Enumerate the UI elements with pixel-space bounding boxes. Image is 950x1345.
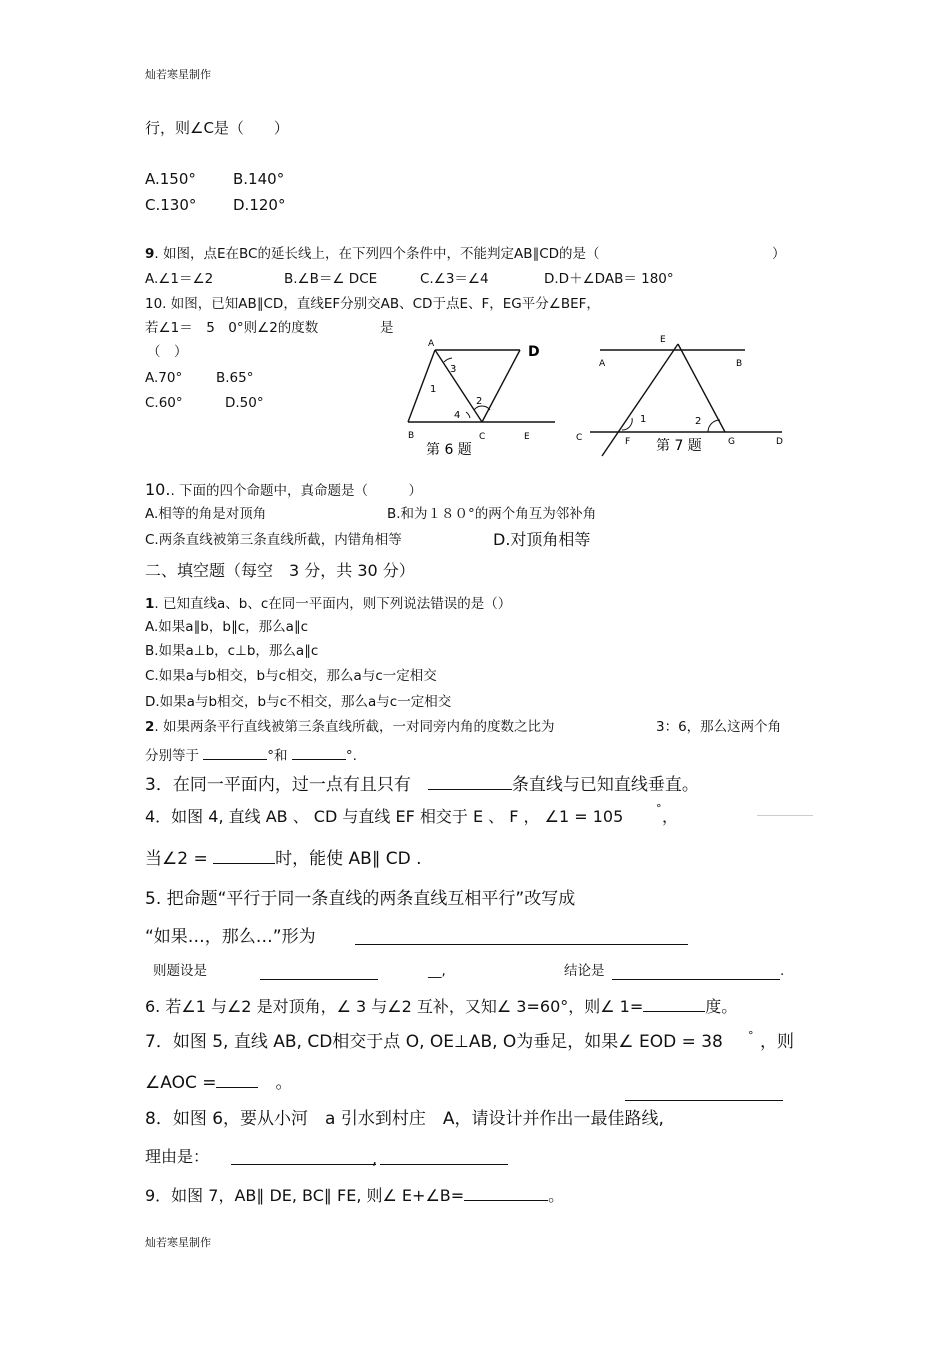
f8-line1: 8．如图 6，要从小河 a 引水到村庄 A，请设计并作出一最佳路线, [145,1109,664,1129]
f5-line2: “如果…，那么…”形为 [145,927,316,947]
f2-answer-blank-2[interactable] [292,745,346,760]
f5-conclusion-label: 结论是 [564,963,605,979]
f1-stem-text: . 已知直线a、b、c在同一平面内，则下列说法错误的是（） [154,596,512,612]
f1-option-d: D.如果a与b相交，b与c不相交，那么a与c一定相交 [145,694,452,710]
f8-reason-blank-1[interactable] [231,1164,376,1165]
f5-hypothesis-label: 则题设是 [153,963,207,979]
q9-stem [145,248,600,262]
q10b-stem [145,482,422,499]
fig7-label-b: B [736,359,743,369]
fig6-angle-2: 2 [476,396,483,407]
fig6-caption: 第 6 题 [426,442,472,458]
f8-reason-label: 理由是： [145,1147,210,1166]
f7-line2-end: 。 [275,1073,293,1093]
q9-number: 9 [145,246,155,262]
q8-option-b: B.140° [233,170,285,188]
f4-line2 [145,849,422,868]
f1-number: 1 [145,596,155,612]
q10-paren: （ ） [147,344,188,360]
f9-answer-blank[interactable] [464,1186,548,1201]
f7-line2 [145,1073,292,1092]
f1-option-b: B.如果a⊥b，c⊥b，那么a∥c [145,643,319,659]
fig7-label-g: G [728,437,735,447]
f3-text: 3．在同一平面内，过一点有且只有 [145,775,411,795]
f4-comma: ， [662,807,679,826]
q9-close-paren: ） [772,246,786,262]
q10b-number: 10. [145,480,171,499]
fig7-label-e: E [660,335,666,345]
fig6-angle-4: 4 [454,410,461,421]
page-header: 灿若寒星制作 [145,68,211,81]
q8-option-d: D.120° [233,196,286,214]
q10b-option-c: C.两条直线被第三条直线所截，内错角相等 [145,532,402,548]
q10b-option-d: D.对顶角相等 [493,530,591,549]
fig6-angle-1: 1 [430,384,437,395]
q10b-option-a: A.相等的角是对顶角 [145,506,267,522]
f2-line1-ratio: 3：6，那么这两个角 [656,719,782,735]
figure-7-diagram [570,330,790,460]
f6-line [145,997,737,1015]
f5-line1: 5. 把命题“平行于同一条直线的两条直线互相平行”改写成 [145,889,576,909]
q10b-option-b: B.和为１８０°的两个角互为邻补角 [387,506,597,522]
f8-reason-blank-2[interactable] [380,1164,508,1165]
f3-line [145,775,699,794]
fig6-label-e: E [524,432,530,442]
f5-period: . [780,963,785,979]
fig6-label-c: C [479,432,486,442]
fig6-label-a: A [428,339,435,349]
q10-option-b: B.65° [216,370,254,386]
f2-line1 [145,721,555,735]
f9-text: 9．如图 7，AB∥ DE, BC∥ FE, 则∠ E+∠B= [145,1186,465,1205]
q9-option-d: D.D＋∠DAB＝ 180° [544,271,674,287]
f1-stem [145,598,511,612]
f4-line2-tail: 时，能使 AB∥ CD . [275,849,422,869]
fig7-caption: 第 7 题 [656,438,702,454]
f4-faint-rule [757,815,813,816]
f2-line2-label: 分别等于 [145,748,199,764]
f7-answer-blank[interactable] [216,1073,258,1088]
q8-option-a: A.150° [145,170,196,188]
f6-unit: 度。 [705,997,738,1016]
f7-extra-rule [625,1100,783,1101]
q9-option-a: A.∠1＝∠2 [145,271,214,287]
q10-line2: 若∠1＝ 5 0°则∠2的度数 [145,320,319,336]
f2-answer-blank-1[interactable] [203,745,267,760]
f4-line2-label: 当∠2 = [145,849,208,869]
q10-line2-is: 是 [380,320,394,336]
f4-answer-blank[interactable] [213,849,275,864]
f2-line1-text: . 如果两条平行直线被第三条直线所截，一对同旁内角的度数之比为 [154,719,555,735]
f2-deg-and: °和 [267,748,288,764]
f7-degree-mark: ° [748,1029,754,1042]
fig7-label-d: D [776,437,783,447]
q9-option-c: C.∠3＝∠4 [420,271,489,287]
f7-tail: ，则 [760,1032,794,1052]
f7-line2-label: ∠AOC = [145,1073,217,1093]
f4-degree-mark: ° [656,802,662,815]
f3-text-tail: 条直线与已知直线垂直。 [511,775,699,795]
f2-deg-end: °. [345,748,357,764]
fig7-label-f: F [625,437,631,447]
fig7-label-a: A [599,359,606,369]
f2-line2 [145,745,357,764]
figure-6-diagram [400,332,560,464]
q9-option-b: B.∠B＝∠ DCE [284,271,378,287]
q10-line1: 10. 如图，已知AB∥CD，直线EF分别交AB、CD于点E、F，EG平分∠BEF， [145,296,600,312]
f1-option-c: C.如果a与b相交，b与c相交，那么a与c一定相交 [145,668,437,684]
f5-conclusion-blank[interactable] [612,979,780,980]
fig6-label-d: D [528,344,540,360]
f3-answer-blank[interactable] [428,775,512,790]
f9-end: 。 [548,1186,565,1205]
f9-line [145,1186,564,1204]
fig7-angle-2: 2 [695,416,702,427]
f5-hypothesis-blank[interactable] [260,979,378,980]
f6-text: 6. 若∠1 与∠2 是对顶角，∠ 3 与∠2 互补，又知∠ 3=60°，则∠ 1= [145,997,644,1016]
q10-option-c: C.60° [145,395,183,411]
fig6-angle-3: 3 [450,364,457,375]
f4-line1: 4．如图 4, 直线 AB 、 CD 与直线 EF 相交于 E 、 F ， ∠1 = 105 [145,807,624,826]
q8-option-c: C.130° [145,196,197,214]
q9-stem-text: . 如图，点E在BC的延长线上，在下列四个条件中，不能判定AB∥CD的是（ [154,246,600,262]
page-footer: 灿若寒星制作 [145,1236,211,1249]
q10b-stem-text: . 下面的四个命题中，真命题是（ ） [170,483,423,499]
f7-line1: 7．如图 5, 直线 AB, CD相交于点 O, OE⊥AB, O为垂足，如果∠ EOD = 38 [145,1032,723,1052]
fig6-label-b: B [408,431,415,441]
q10-option-d: D.50° [225,395,264,411]
f2-number: 2 [145,719,155,735]
f5-hypothesis-tail: __, [428,963,446,979]
fig7-angle-1: 1 [640,414,647,425]
q8-stem-tail: 行，则∠C是（ ） [145,119,289,137]
section-2-title: 二、填空题（每空 3 分，共 30 分） [145,561,415,580]
fig7-label-c: C [576,433,583,443]
f5-answer-line[interactable] [355,944,688,945]
q10-option-a: A.70° [145,370,183,386]
f1-option-a: A.如果a∥b，b∥c，那么a∥c [145,619,309,635]
f6-answer-blank[interactable] [643,997,705,1012]
f8-reason-comma: , [372,1149,378,1168]
